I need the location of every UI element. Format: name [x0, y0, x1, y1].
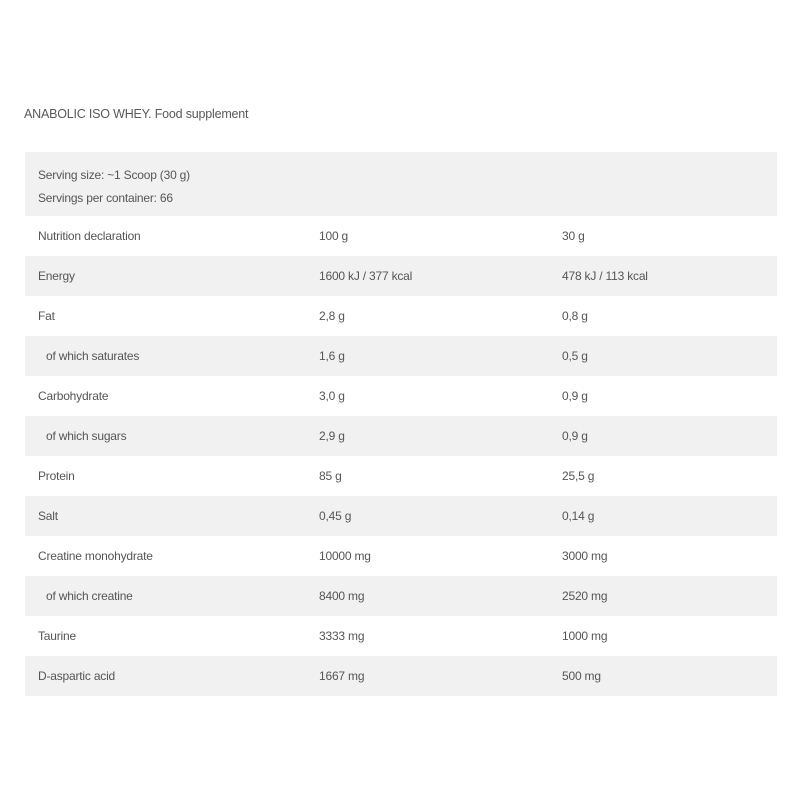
table-row — [25, 616, 777, 656]
row-value-100g: 2,8 g — [319, 309, 345, 323]
row-value-30g: 0,14 g — [562, 509, 595, 523]
row-label: of which sugars — [46, 429, 127, 443]
table-row — [25, 376, 777, 416]
row-value-30g: 0,9 g — [562, 429, 588, 443]
row-value-100g: 1600 kJ / 377 kcal — [319, 269, 413, 283]
row-value-30g: 0,5 g — [562, 349, 588, 363]
row-value-30g: 0,8 g — [562, 309, 588, 323]
row-label: Energy — [38, 269, 75, 283]
row-label: of which saturates — [46, 349, 140, 363]
serving-info — [25, 152, 777, 216]
row-label: D-aspartic acid — [38, 669, 116, 683]
row-value-30g: 25,5 g — [562, 469, 595, 483]
row-value-100g: 3,0 g — [319, 389, 345, 403]
row-label: Salt — [38, 509, 58, 523]
row-value-30g: 500 mg — [562, 669, 601, 683]
header-label: Nutrition declaration — [38, 229, 141, 243]
serving-size: Serving size: ~1 Scoop (30 g) — [38, 168, 190, 182]
table-row — [25, 416, 777, 456]
row-value-100g: 3333 mg — [319, 629, 365, 643]
row-value-30g: 478 kJ / 113 kcal — [562, 269, 648, 283]
row-label: Taurine — [38, 629, 76, 643]
row-value-100g: 10000 mg — [319, 549, 371, 563]
row-value-30g: 2520 mg — [562, 589, 608, 603]
row-value-100g: 0,45 g — [319, 509, 352, 523]
row-value-30g: 3000 mg — [562, 549, 608, 563]
row-value-100g: 1667 mg — [319, 669, 365, 683]
row-label: Fat — [38, 309, 55, 323]
row-label: Protein — [38, 469, 75, 483]
header-col-100g: 100 g — [319, 229, 349, 243]
table-row — [25, 536, 777, 576]
row-value-30g: 0,9 g — [562, 389, 588, 403]
product-title: ANABOLIC ISO WHEY. Food supplement — [24, 107, 249, 121]
row-value-100g: 2,9 g — [319, 429, 345, 443]
row-value-100g: 8400 mg — [319, 589, 365, 603]
table-header-row — [25, 216, 777, 256]
row-label: Creatine monohydrate — [38, 549, 153, 563]
row-label: Carbohydrate — [38, 389, 109, 403]
row-value-30g: 1000 mg — [562, 629, 608, 643]
table-row — [25, 456, 777, 496]
table-row — [25, 296, 777, 336]
row-label: of which creatine — [46, 589, 133, 603]
nutrition-table — [25, 152, 777, 696]
header-col-30g: 30 g — [562, 229, 585, 243]
row-value-100g: 85 g — [319, 469, 342, 483]
row-value-100g: 1,6 g — [319, 349, 345, 363]
table-row — [25, 496, 777, 536]
table-row — [25, 336, 777, 376]
table-row — [25, 256, 777, 296]
servings-per-container: Servings per container: 66 — [38, 191, 173, 205]
table-row — [25, 656, 777, 696]
table-row — [25, 576, 777, 616]
